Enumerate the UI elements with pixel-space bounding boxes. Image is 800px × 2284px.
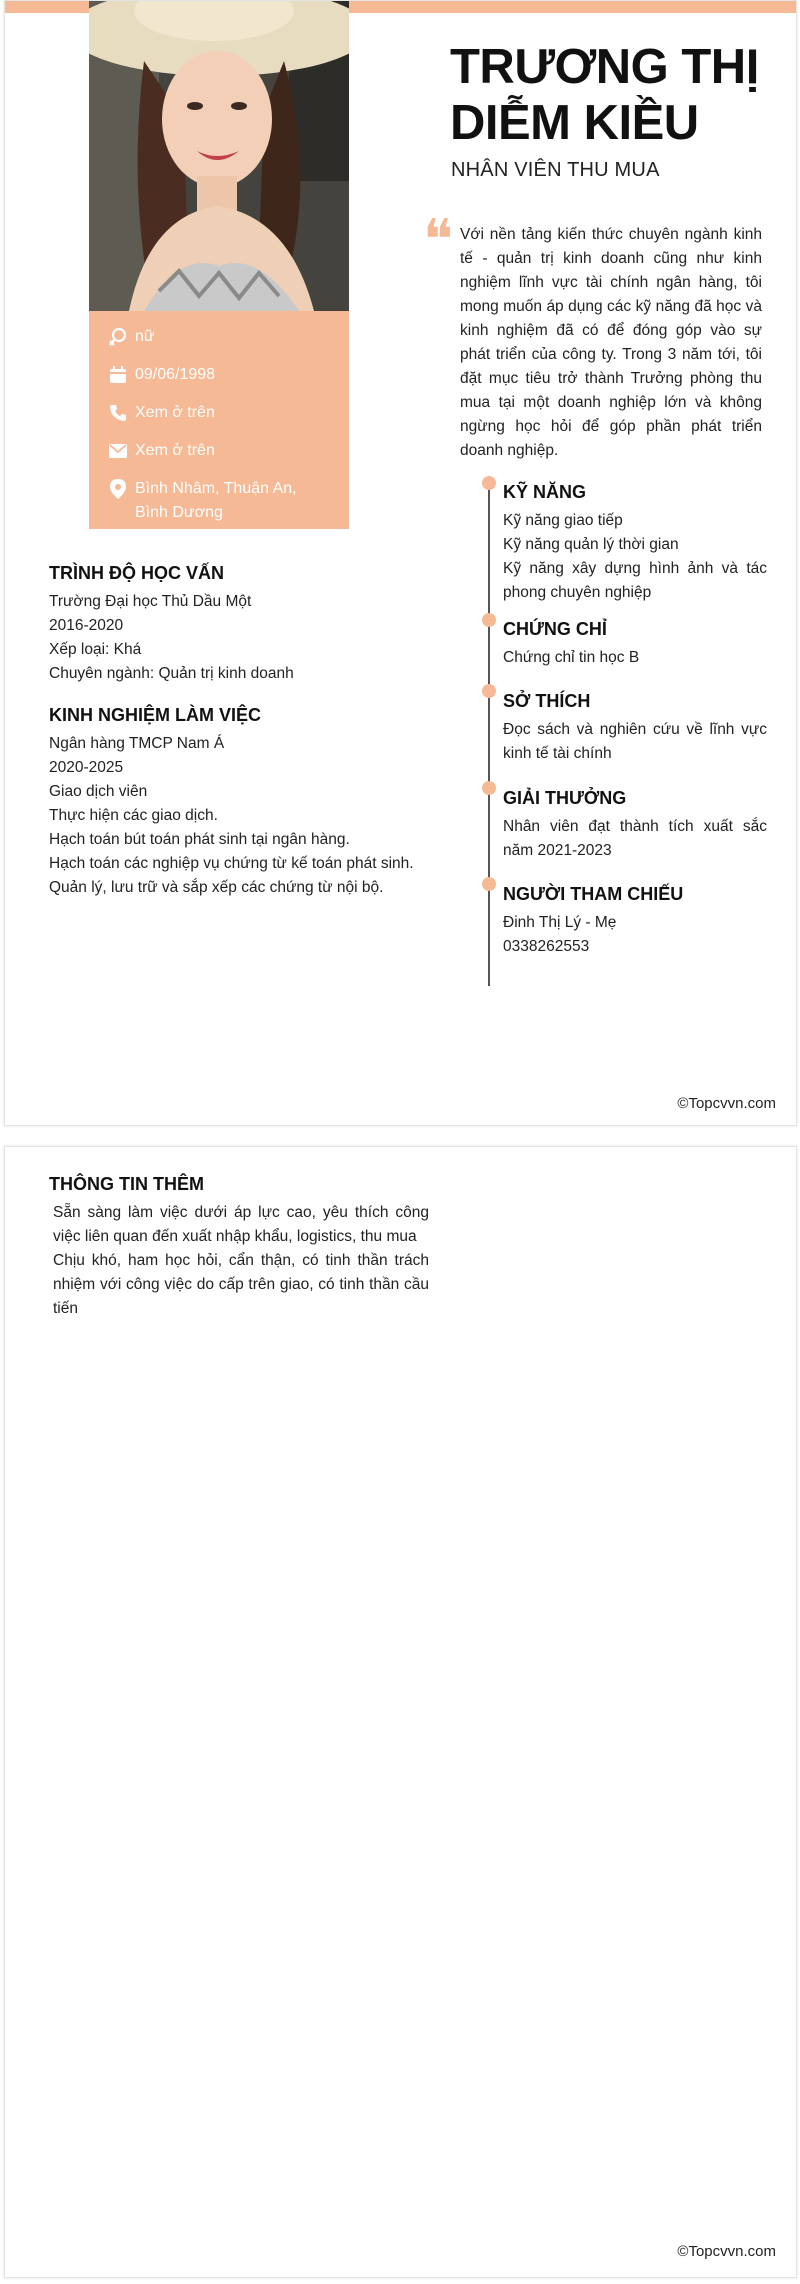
career-objective: Với nền tảng kiến thức chuyên ngành kinh tế - quản trị kinh doanh cũng như kinh nghiệm lĩnh vực tài chính ngân hàng, tôi mong muốn áp dụng các kỹ năng đã học và kinh nghiệm đã có để đóng góp vào sự phát triển của công ty. Trong 3 năm tới, tôi đặt mục tiêu trở thành Trưởng phòng thu mua tại một doanh nghiệp lớn và không ngừng học hỏi để góp phần phát triển doanh nghiệp.: [460, 226, 762, 459]
certificate-item: Chứng chỉ tin học B: [503, 649, 640, 666]
experience-title: KINH NGHIỆM LÀM VIỆC: [49, 705, 262, 725]
additional-title: THÔNG TIN THÊM: [49, 1174, 204, 1194]
education-title: TRÌNH ĐỘ HỌC VẤN: [49, 563, 224, 583]
awards-title: GIẢI THƯỞNG: [503, 788, 627, 808]
certificates-title: CHỨNG CHỈ: [503, 619, 607, 639]
references-title: NGƯỜI THAM CHIẾU: [503, 884, 684, 904]
gender-value: nữ: [135, 328, 155, 345]
education-section: [49, 560, 439, 686]
education-item: Chuyên ngành: Quản trị kinh doanh: [49, 665, 294, 682]
experience-item: Hạch toán bút toán phát sinh tại ngân hàng.: [49, 831, 350, 848]
education-item: 2016-2020: [49, 617, 124, 634]
cv-page-1: [4, 0, 797, 1126]
skill-item: Kỹ năng giao tiếp: [503, 512, 623, 529]
skill-item: Kỹ năng xây dựng hình ảnh và tác phong chuyên nghiệp: [503, 560, 767, 601]
profile-photo: [89, 1, 349, 311]
contact-address: [107, 477, 331, 525]
reference-item: 0338262553: [503, 938, 590, 955]
contact-phone: [107, 401, 331, 425]
cv-page-2: [4, 1146, 797, 2278]
page-footer: ©Topcvvn.com: [677, 2243, 776, 2260]
email-icon: [107, 439, 129, 463]
hobbies-title: SỞ THÍCH: [503, 691, 591, 711]
phone-icon: [107, 401, 129, 425]
contact-email: [107, 439, 331, 463]
hobby-item: Đọc sách và nghiên cứu về lĩnh vực kinh tế tài chính: [503, 721, 767, 762]
candidate-name: TRƯƠNG THỊ DIỄM KIỀU: [450, 40, 759, 150]
additional-item: Sẵn sàng làm việc dưới áp lực cao, yêu thích công việc liên quan đến xuất nhập khẩu, logistics, thu mua: [53, 1204, 429, 1245]
experience-item: Ngân hàng TMCP Nam Á: [49, 735, 225, 752]
experience-item: 2020-2025: [49, 759, 124, 776]
email-value[interactable]: Xem ở trên: [135, 442, 215, 459]
education-item: Trường Đại học Thủ Dầu Một: [49, 593, 252, 610]
experience-section: [49, 702, 439, 900]
timeline-dot: [482, 613, 496, 627]
additional-item: Chịu khó, ham học hỏi, cẩn thận, có tinh thần trách nhiệm với công việc do cấp trên giao, có tinh thần cầu tiến: [53, 1252, 429, 1317]
birthday-value: 09/06/1998: [135, 366, 216, 383]
page-footer: ©Topcvvn.com: [677, 1095, 776, 1112]
timeline-dot: [482, 877, 496, 891]
quote-icon: ❝: [423, 208, 454, 273]
experience-item: Quản lý, lưu trữ và sắp xếp các chứng từ nội bộ.: [49, 879, 384, 896]
calendar-icon: [107, 363, 129, 387]
reference-item: Đinh Thị Lý - Mẹ: [503, 914, 617, 931]
hobbies-section: [503, 688, 767, 766]
timeline-line: [488, 478, 490, 986]
additional-section: [49, 1171, 429, 1321]
award-item: Nhân viên đạt thành tích xuất sắc năm 2021-2023: [503, 818, 767, 859]
contact-panel: [89, 311, 349, 529]
awards-section: [503, 785, 767, 863]
certificates-section: [503, 616, 767, 670]
gender-icon: [107, 325, 129, 349]
experience-item: Thực hiện các giao dịch.: [49, 807, 218, 824]
skills-title: KỸ NĂNG: [503, 482, 587, 502]
timeline-dot: [482, 476, 496, 490]
skill-item: Kỹ năng quản lý thời gian: [503, 536, 679, 553]
job-title: NHÂN VIÊN THU MUA: [451, 159, 660, 181]
contact-gender: [107, 325, 331, 349]
timeline-dot: [482, 684, 496, 698]
timeline-dot: [482, 781, 496, 795]
phone-value[interactable]: Xem ở trên: [135, 404, 215, 421]
contact-birthday: [107, 363, 331, 387]
experience-item: Giao dịch viên: [49, 783, 148, 800]
experience-item: Hạch toán các nghiệp vụ chứng từ kế toán phát sinh.: [49, 855, 414, 872]
location-icon: [107, 477, 129, 501]
education-item: Xếp loại: Khá: [49, 641, 142, 658]
references-section: [503, 881, 767, 959]
skills-section: [503, 479, 767, 605]
address-value: Bình Nhâm, Thuận An, Bình Dương: [135, 480, 297, 521]
